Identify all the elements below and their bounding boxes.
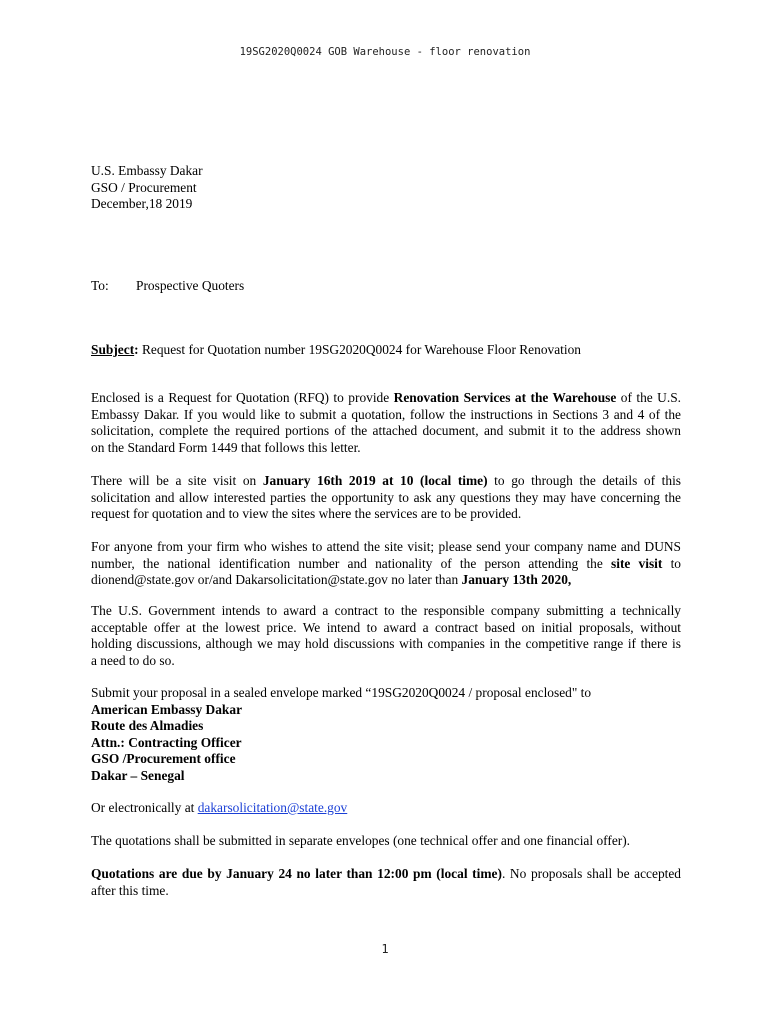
sender-dept: GSO / Procurement [91, 179, 197, 195]
submission-intro: Submit your proposal in a sealed envelope marked “19SG2020Q0024 / proposal enclosed" to [91, 685, 592, 700]
renovation-services-emphasis: Renovation Services at the Warehouse [393, 390, 617, 405]
subject-line [91, 342, 681, 359]
paragraph-separate-envelopes: The quotations shall be submitted in separate envelopes (one technical offer and one financial offer). [91, 833, 631, 848]
contact-emails: dionend@state.gov or/and Dakarsolicitation@state.gov no later than [91, 572, 462, 587]
to-value: Prospective Quoters [136, 278, 245, 293]
registration-deadline: January 13th 2020, [461, 572, 572, 587]
address-line: GSO /Procurement office [91, 751, 236, 766]
page-number: 1 [381, 942, 389, 956]
paragraph-site-visit: There will be a site visit on January 16th 2019 at 10 (local time) to go through the details of this solicitation and allow interested parties the opportunity to ask any questions they may have concerning the request for quotation and to view the sites where the services are to be provided. [91, 473, 682, 521]
email-link[interactable]: dakarsolicitation@state.gov [197, 800, 348, 815]
address-line: Route des Almadies [91, 718, 204, 733]
sender-org: U.S. Embassy Dakar [91, 163, 203, 178]
paragraph-electronic-submission: Or electronically at dakarsolicitation@state.gov [91, 800, 348, 815]
paragraph-due-date: Quotations are due by January 24 no later than 12:00 pm (local time). No proposals shall be accepted after this time. [91, 866, 681, 898]
subject-colon: : [134, 342, 139, 357]
address-line: American Embassy Dakar [91, 701, 243, 717]
paragraph-award-intent: The U.S. Government intends to award a contract to the responsible company submitting a technically acceptable offer at the lowest price. We intend to award a contract based on initial proposals, without holding discussions, although we may hold discussions with companies in the competitive range if there is a need to do so. [91, 603, 681, 668]
paragraph-attend-site-visit: For anyone from your firm who wishes to attend the site visit; please send your company name and DUNS number, the national identification number and nationality of the person attending the site visit to dionend@state.gov or/and Dakarsolicitation@state.gov no later than January 13th 2020, [91, 539, 681, 587]
paragraph-enclosed-rfq: Enclosed is a Request for Quotation (RFQ) to provide Renovation Services at the Warehouse of the U.S. Embassy Dakar. If you would like to submit a quotation, follow the instructions in Sections 3 and 4 of the solicitation, complete the required portions of the attached document, and submit it to the address shown on the Standard Form 1449 that follows this letter. [91, 390, 681, 455]
due-date-statement: Quotations are due by January 24 no later than 12:00 pm (local time) [91, 866, 502, 881]
address-line: Dakar – Senegal [91, 767, 185, 783]
running-header: 19SG2020Q0024 GOB Warehouse - floor renovation [239, 46, 531, 58]
sender-block [91, 163, 681, 213]
address-line: Attn.: Contracting Officer [91, 734, 242, 750]
to-line [91, 278, 681, 295]
site-visit-date: January 16th 2019 at 10 (local time) [262, 473, 488, 488]
to-label: To: [91, 278, 109, 293]
subject-label: Subject [91, 342, 135, 357]
letter-date: December,18 2019 [91, 196, 193, 211]
paragraph-submission-address [91, 685, 681, 784]
subject-text: Request for Quotation number 19SG2020Q0024 for Warehouse Floor Renovation [138, 342, 581, 357]
